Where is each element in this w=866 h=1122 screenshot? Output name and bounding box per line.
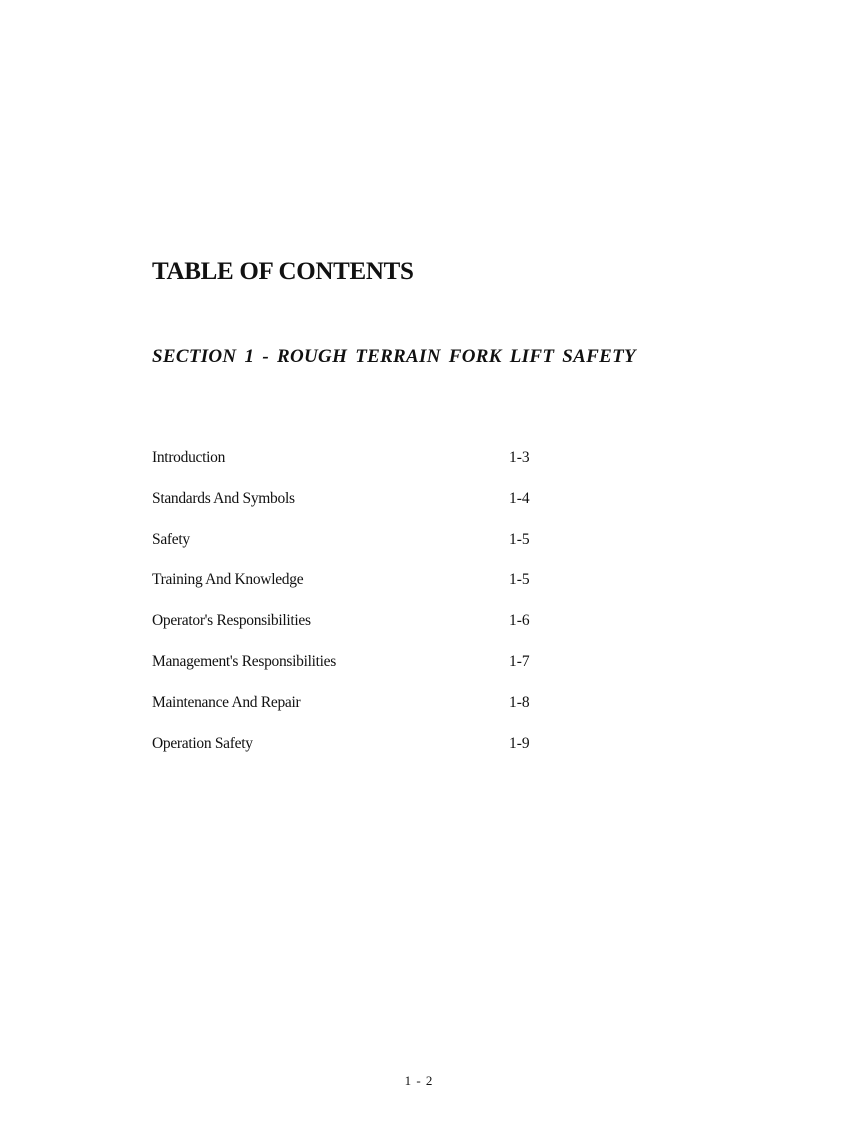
toc-entry-safety (152, 531, 552, 572)
toc-entry-page: 1-4 (509, 489, 530, 507)
toc-entry-page: 1-3 (509, 449, 530, 466)
section-title: SECTION 1 - ROUGH TERRAIN FORK LIFT SAFETY (152, 346, 636, 367)
toc-entry-maintenance-and-repair (152, 694, 552, 735)
toc-entry-label: Management's Responsibilities (152, 652, 336, 670)
toc-entry-training-and-knowledge (152, 571, 552, 612)
toc-entry-page: 1-5 (509, 571, 530, 589)
page-number: 1 - 2 (404, 1073, 434, 1088)
toc-entry-label: Safety (152, 530, 190, 548)
toc-list (152, 449, 552, 775)
page-title: TABLE OF CONTENTS (152, 258, 414, 285)
toc-entry-label: Introduction (152, 449, 226, 466)
toc-entry-operators-responsibilities (152, 612, 552, 653)
toc-entry-page: 1-8 (509, 693, 530, 711)
toc-entry-introduction (152, 449, 552, 490)
toc-entry-page: 1-9 (509, 734, 530, 752)
toc-entry-managements-responsibilities (152, 653, 552, 694)
toc-entry-standards-and-symbols (152, 490, 552, 531)
toc-entry-page: 1-6 (509, 612, 530, 630)
toc-entry-label: Operation Safety (152, 734, 253, 752)
toc-entry-label: Maintenance And Repair (152, 693, 301, 711)
toc-entry-page: 1-7 (509, 652, 530, 670)
toc-entry-label: Standards And Symbols (152, 489, 295, 507)
toc-entry-page: 1-5 (509, 530, 530, 548)
toc-entry-label: Operator's Responsibilities (152, 612, 311, 630)
toc-entry-label: Training And Knowledge (152, 571, 304, 589)
toc-entry-operation-safety (152, 735, 552, 776)
